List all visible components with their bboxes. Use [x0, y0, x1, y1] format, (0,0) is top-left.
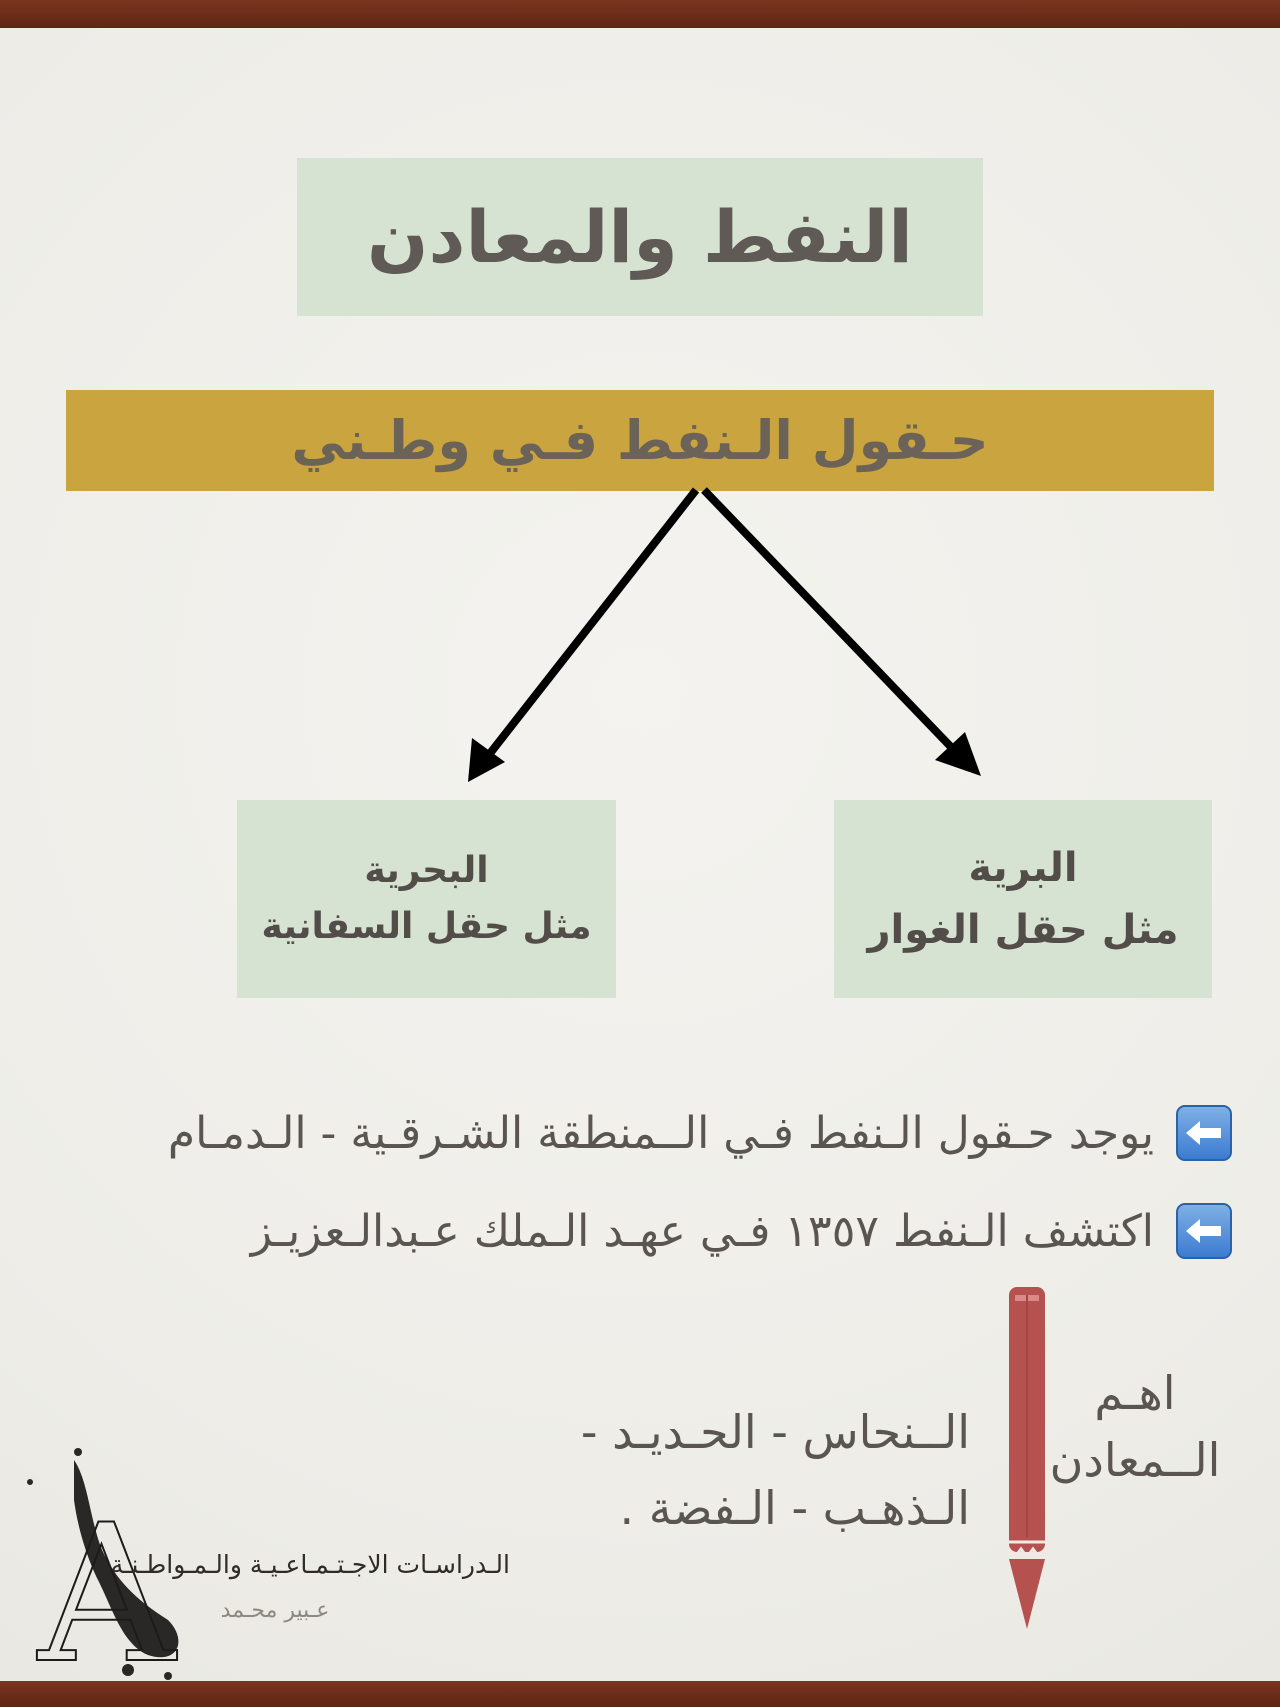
onshore-fields-box	[834, 800, 1212, 998]
minerals-heading	[1030, 1360, 1240, 1493]
offshore-heading: البحرية	[364, 850, 489, 892]
minerals-heading-line2: الــمعادن	[1049, 1432, 1221, 1487]
subject-name: الـدراسـات الاجـتـمـاعـيـة والـمـواطـنـة	[110, 1550, 510, 1579]
minerals-list-line1: الــنحاس - الحـديـد -	[580, 1405, 970, 1459]
arrow-to-onshore	[704, 490, 981, 776]
offshore-example: مثل حقل السفانية	[261, 906, 592, 947]
minerals-list-line2: الـذهـب - الـفضة .	[619, 1480, 970, 1535]
bullet-text: اكتشف الـنفط ١٣٥٧ فـي عهـد الـملك عـبدالـعزيـز	[250, 1205, 1154, 1257]
minerals-heading-line1: اهـم	[1094, 1366, 1176, 1420]
arrow-to-offshore	[468, 490, 696, 782]
bullet-text: يوجد حـقول الـنفط فـي الــمنطقة الشـرقـية - الـدمـام	[167, 1107, 1154, 1159]
left-arrow-icon	[1176, 1105, 1232, 1161]
minerals-list	[520, 1395, 970, 1547]
page-title: النفط والمعادن	[297, 158, 983, 316]
bullet-item	[251, 1203, 1232, 1259]
bottom-frame-border	[0, 1681, 1280, 1707]
author-name: عـبير محـمد	[220, 1598, 330, 1623]
left-arrow-icon	[1176, 1203, 1232, 1259]
pencil-icon	[1005, 1287, 1049, 1637]
bullet-item	[168, 1105, 1232, 1161]
onshore-example: مثل حقل الغوار	[867, 907, 1179, 953]
onshore-heading: البرية	[968, 845, 1078, 891]
section-heading-bar: حـقول الـنفط فـي وطـني	[66, 390, 1214, 491]
logo-letter: A	[38, 1484, 176, 1680]
offshore-fields-box	[237, 800, 616, 998]
